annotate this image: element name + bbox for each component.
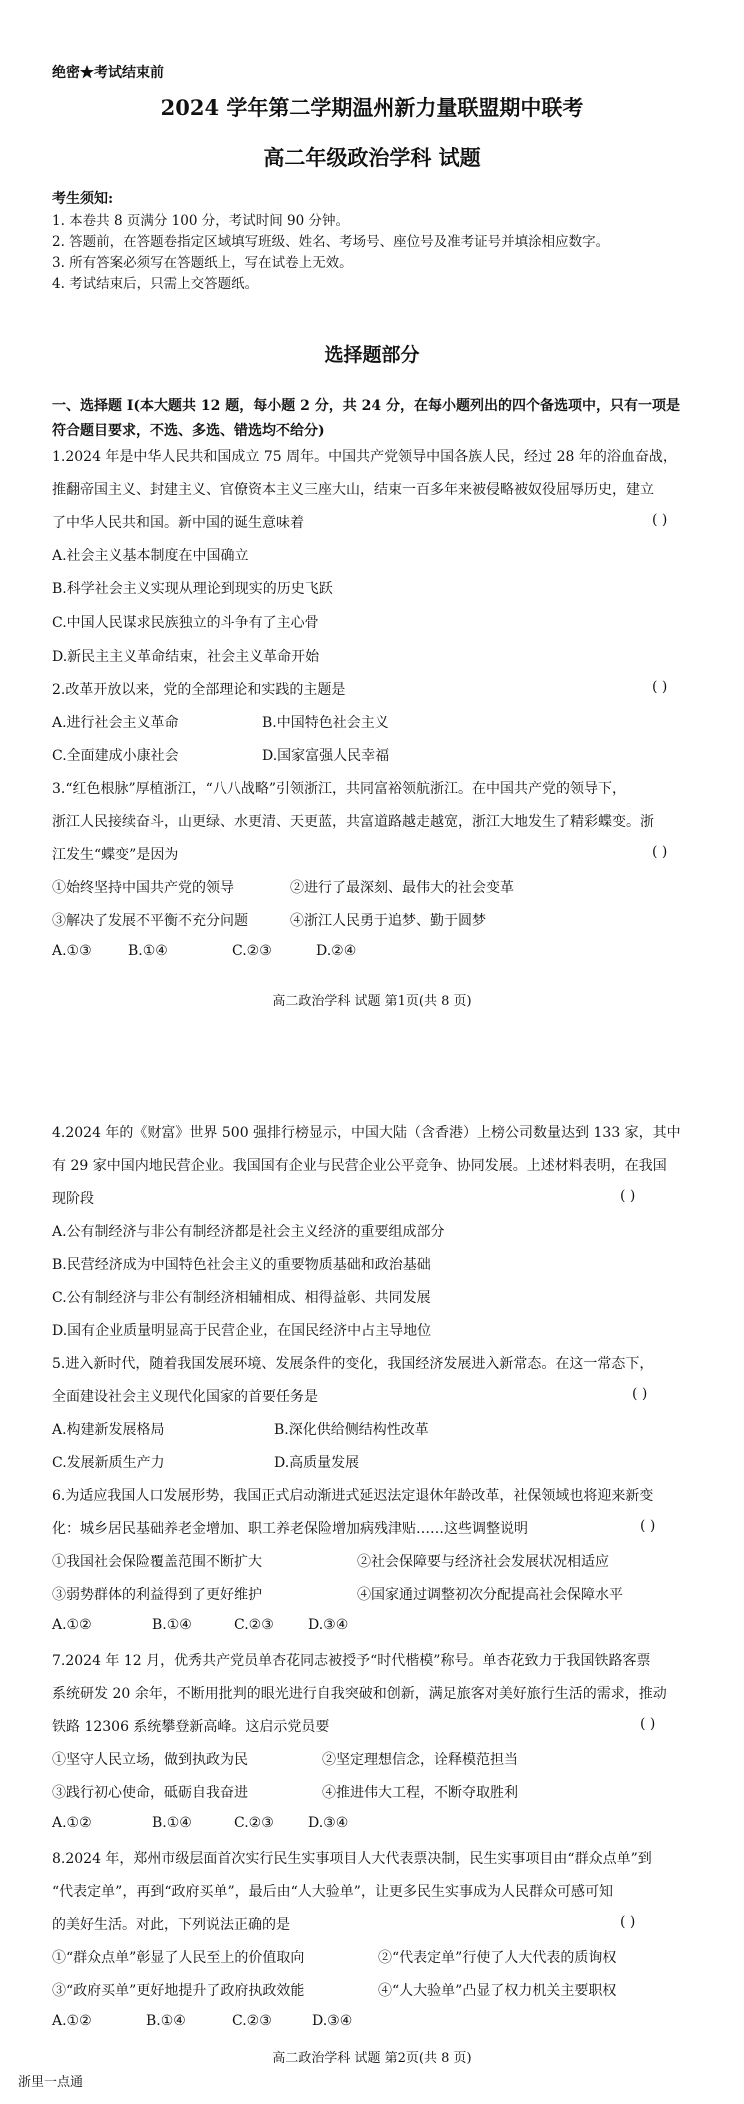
option-b: B.①④ xyxy=(128,943,168,959)
question-stem: “代表定单”，再到“政府买单”，最后由“人大验单”，让更多民生实事成为人民群众可感可知 xyxy=(52,1884,613,1900)
question-stem: 8.2024 年，郑州市级层面首次实行民生实事项目人大代表票决制，民生实事项目由“群众点单”到 xyxy=(52,1851,652,1867)
section-instruction: 一、选择题 I(本大题共 12 题，每小题 2 分，共 24 分，在每小题列出的四个备选项中，只有一项是 xyxy=(52,398,680,414)
statement-item: ①始终坚持中国共产党的领导 xyxy=(52,880,234,896)
note-item: 1. 本卷共 8 页满分 100 分，考试时间 90 分钟。 xyxy=(52,213,349,229)
option-a: A.构建新发展格局 xyxy=(52,1422,165,1438)
option-d: D.国家富强人民幸福 xyxy=(262,748,390,764)
answer-bracket: ( ) xyxy=(620,1188,636,1204)
option-b: B.深化供给侧结构性改革 xyxy=(274,1422,429,1438)
option-d: D.国有企业质量明显高于民营企业，在国民经济中占主导地位 xyxy=(52,1323,432,1339)
answer-bracket: ( ) xyxy=(652,844,668,860)
option-d: D.高质量发展 xyxy=(274,1455,360,1471)
option-a: A.进行社会主义革命 xyxy=(52,715,179,731)
statement-item: ②坚定理想信念，诠释模范担当 xyxy=(322,1752,518,1768)
option-c: C.②③ xyxy=(234,1815,274,1831)
option-c: C.②③ xyxy=(234,1617,274,1633)
watermark-text: 浙里一点通 xyxy=(18,2075,84,2090)
option-c: C.全面建成小康社会 xyxy=(52,748,179,764)
answer-bracket: ( ) xyxy=(620,1914,636,1930)
question-stem: 铁路 12306 系统攀登新高峰。这启示党员要 xyxy=(52,1719,330,1735)
statement-item: ②“代表定单”行使了人大代表的质询权 xyxy=(378,1950,617,1966)
exam-subtitle: 高二年级政治学科 试题 xyxy=(263,145,481,170)
confidential-label: 绝密★考试结束前 xyxy=(52,65,164,81)
page-footer: 高二政治学科 试题 第2页(共 8 页) xyxy=(272,2051,472,2066)
statement-item: ②进行了最深刻、最伟大的社会变革 xyxy=(290,880,514,896)
question-stem: 化：城乡居民基础养老金增加、职工养老保险增加病残津贴……这些调整说明 xyxy=(52,1521,528,1537)
option-d: D.②④ xyxy=(316,943,357,959)
question-stem: 系统研发 20 余年，不断用批判的眼光进行自我突破和创新，满足旅客对美好旅行生活的需求，推动 xyxy=(52,1686,667,1702)
statement-item: ①坚守人民立场，做到执政为民 xyxy=(52,1752,248,1768)
note-item: 2. 答题前，在答题卷指定区域填写班级、姓名、考场号、座位号及准考证号并填涂相应数字。 xyxy=(52,234,610,250)
statement-item: ④国家通过调整初次分配提高社会保障水平 xyxy=(357,1587,623,1603)
question-stem: 1.2024 年是中华人民共和国成立 75 周年。中国共产党领导中国各族人民，经过 28 年的浴血奋战， xyxy=(52,449,677,465)
option-b: B.①④ xyxy=(146,2013,186,2029)
option-b: B.中国特色社会主义 xyxy=(262,715,389,731)
option-c: C.发展新质生产力 xyxy=(52,1455,165,1471)
question-stem: 现阶段 xyxy=(52,1191,94,1207)
question-stem: 6.为适应我国人口发展形势，我国正式启动渐进式延迟法定退休年龄改革，社保领域也将迎来新变 xyxy=(52,1488,654,1504)
statement-item: ③“政府买单”更好地提升了政府执政效能 xyxy=(52,1983,305,1999)
option-c: C.中国人民谋求民族独立的斗争有了主心骨 xyxy=(52,615,319,631)
option-a: A.公有制经济与非公有制经济都是社会主义经济的重要组成部分 xyxy=(52,1224,445,1240)
option-b: B.①④ xyxy=(152,1815,192,1831)
question-stem: 2.改革开放以来，党的全部理论和实践的主题是 xyxy=(52,682,346,698)
exam-title: 2024 学年第二学期温州新力量联盟期中联考 xyxy=(160,95,584,120)
statement-item: ③践行初心使命，砥砺自我奋进 xyxy=(52,1785,248,1801)
question-stem: 的美好生活。对此，下列说法正确的是 xyxy=(52,1917,290,1933)
question-stem: 浙江人民接续奋斗，山更绿、水更清、天更蓝，共富道路越走越宽，浙江大地发生了精彩蝶变。浙 xyxy=(52,814,654,830)
option-c: C.②③ xyxy=(232,943,272,959)
option-d: D.新民主主义革命结束，社会主义革命开始 xyxy=(52,649,320,665)
option-b: B.①④ xyxy=(152,1617,192,1633)
option-d: D.③④ xyxy=(312,2013,353,2029)
statement-item: ③解决了发展不平衡不充分问题 xyxy=(52,913,248,929)
statement-item: ①我国社会保险覆盖范围不断扩大 xyxy=(52,1554,262,1570)
answer-bracket: ( ) xyxy=(632,1386,648,1402)
option-c: C.公有制经济与非公有制经济相辅相成、相得益彰、共同发展 xyxy=(52,1290,431,1306)
question-stem: 推翻帝国主义、封建主义、官僚资本主义三座大山，结束一百多年来被侵略被奴役屈辱历史，建立 xyxy=(52,482,654,498)
answer-bracket: ( ) xyxy=(640,1716,656,1732)
option-d: D.③④ xyxy=(308,1617,349,1633)
option-b: B.民营经济成为中国特色社会主义的重要物质基础和政治基础 xyxy=(52,1257,431,1273)
question-stem: 3.“红色根脉”厚植浙江，“八八战略”引领浙江，共同富裕领航浙江。在中国共产党的领导下， xyxy=(52,781,626,797)
statement-item: ④推进伟大工程，不断夺取胜利 xyxy=(322,1785,518,1801)
question-stem: 全面建设社会主义现代化国家的首要任务是 xyxy=(52,1389,318,1405)
note-item: 3. 所有答案必须写在答题纸上，写在试卷上无效。 xyxy=(52,255,353,271)
question-stem: 有 29 家中国内地民营企业。我国国有企业与民营企业公平竞争、协同发展。上述材料表明，在我国 xyxy=(52,1158,667,1174)
answer-bracket: ( ) xyxy=(640,1518,656,1534)
statement-item: ①“群众点单”彰显了人民至上的价值取向 xyxy=(52,1950,305,1966)
statement-item: ④浙江人民勇于追梦、勤于圆梦 xyxy=(290,913,486,929)
question-stem: 5.进入新时代，随着我国发展环境、发展条件的变化，我国经济发展进入新常态。在这一常态下， xyxy=(52,1356,654,1372)
page-footer: 高二政治学科 试题 第1页(共 8 页) xyxy=(272,994,472,1009)
answer-bracket: ( ) xyxy=(652,679,668,695)
question-stem: 4.2024 年的《财富》世界 500 强排行榜显示，中国大陆（含香港）上榜公司数量达到 133 家，其中 xyxy=(52,1125,681,1141)
option-a: A.①② xyxy=(52,1815,92,1831)
question-stem: 7.2024 年 12 月，优秀共产党员单杏花同志被授予“时代楷模”称号。单杏花致力于我国铁路客票 xyxy=(52,1653,651,1669)
section-instruction: 符合题目要求，不选、多选、错选均不给分) xyxy=(52,423,325,439)
statement-item: ③弱势群体的利益得到了更好维护 xyxy=(52,1587,262,1603)
option-a: A.社会主义基本制度在中国确立 xyxy=(52,548,249,564)
option-c: C.②③ xyxy=(232,2013,272,2029)
notes-heading: 考生须知: xyxy=(52,191,114,207)
note-item: 4. 考试结束后，只需上交答题纸。 xyxy=(52,276,259,292)
option-a: A.①③ xyxy=(52,943,92,959)
option-d: D.③④ xyxy=(308,1815,349,1831)
statement-item: ④“人大验单”凸显了权力机关主要职权 xyxy=(378,1983,617,1999)
question-stem: 了中华人民共和国。新中国的诞生意味着 xyxy=(52,515,304,531)
section-title: 选择题部分 xyxy=(324,344,420,366)
option-a: A.①② xyxy=(52,2013,92,2029)
statement-item: ②社会保障要与经济社会发展状况相适应 xyxy=(357,1554,609,1570)
question-stem: 江发生“蝶变”是因为 xyxy=(52,847,179,863)
option-b: B.科学社会主义实现从理论到现实的历史飞跃 xyxy=(52,581,333,597)
answer-bracket: ( ) xyxy=(652,512,668,528)
option-a: A.①② xyxy=(52,1617,92,1633)
